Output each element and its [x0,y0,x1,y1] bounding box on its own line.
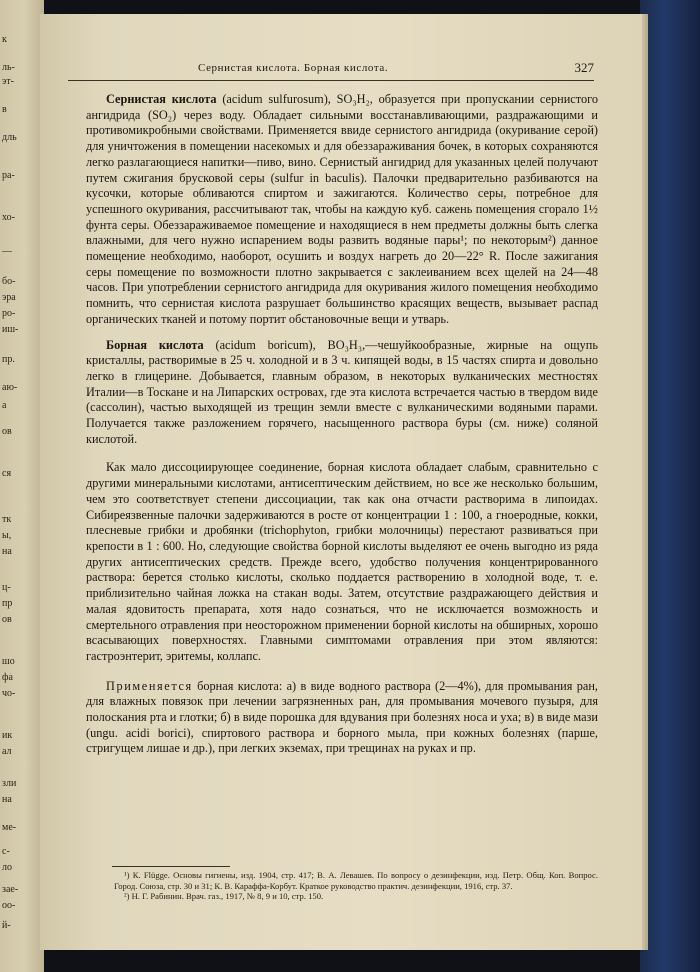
left-page-fragment: на [2,794,12,805]
page-body [86,92,598,757]
left-page-fragment: эт- [2,76,14,87]
left-page-fragment: ов [2,614,12,625]
paragraph-boric-acid [86,338,598,448]
left-page-fragment: эра [2,292,16,303]
footnote-2: ²) Н. Г. Рабинин. Врач. газ., 1917, № 8, 9 и 10, стр. 150. [124,891,324,902]
paragraph-text: борная кислота: а) в виде водного раствора (2—4%), для промывания ран, для влажных повязок при лечении загрязненных ран, для промывания мочевого пузыря, для полоскания рта и глотки; б) в виде порошка для вдувания при болезнях носа и уха; в) в виде мази (ungu. acidi borici), спиртового раствора и борного мыла, при кожных болезнях (парше, стригущем лишае и др.), при легких экземах, при трещинах на руках и пр. [86,678,598,756]
left-page-fragment: пр [2,598,13,609]
left-page-fragment: фа [2,672,13,683]
left-page-fragment: ро- [2,308,16,319]
term-boric-acid: Борная кислота [106,337,204,352]
left-page-fragment: хо- [2,212,15,223]
book-cover-edge [640,0,700,972]
left-page-fragment: ц- [2,582,11,593]
left-page-fragment: иш- [2,324,19,335]
left-page-fragment: ик [2,730,13,741]
paragraph-text: (acidum boricum), BO₃H₃,—чешуйкообразные, жирные на ощупь кристаллы, растворимые в 25 ч. холодной и в 3 ч. кипящей воды, в 15 частях спирта и довольно легко в глицерине. Добывается, главным образом, в некоторых вулканических местностях Италии—в Тоскане и на Липарских островах, где эта кислота встречается частью в твердом виде (сассолин), частью выходящей из трещин земли вместе с вулканическими водяными парами. Получается также разложением горячего, насыщенного раствора буры (см. ниже) соляной кислотой. [86,337,598,446]
left-page-margin [0,0,44,972]
book-page [40,14,642,950]
footnotes [114,870,598,902]
left-page-fragment: шо [2,656,15,667]
left-page-fragment: ов [2,426,12,437]
footnote-divider [112,866,230,867]
left-page-fragment: ло [2,862,12,873]
running-header [68,62,594,81]
paragraph-antiseptic-action: Как мало диссоциирующее соединение, борная кислота обладает слабым, сравнительно с другими минеральными кислотами, антисептическим действием, но все же несколько большим, чем это соответствует степени диссоциации, так как она отчасти растворима в липоидах. Сибиреязвенные палочки задерживаются в росте от концентрации 1 : 100, а гноеродные, кокки, плесневые грибки и дробянки (trichophyton, грибки молочницы) перестают развиваться при крепости в 1 : 600. Но, следующие свойства борной кислоты выделяют ее очень выгодно из ряда других антисептических средств. Прежде всего, удобство получения концентрированного раствора: берется столько кислоты, сколько поддается растворению в холодной воде, т. е. приблизительно чайная ложка на стакан воды. Затем, отсутствие раздражающего действия и малая ядовитость препарата, хотя надо сознаться, что не исключается возможность и смертельного отравления при неосторожном применении борной кислоты на обширных, хорошо всасывающих поверхностях. Главными симптомами отравления при этом являются: гастроэнтерит, эритемы, коллапс. [86,460,598,663]
left-page-fragment: ал [2,746,12,757]
left-page-fragment: ме- [2,822,17,833]
left-page-fragment: бо- [2,276,16,287]
footnote-1: ¹) К. Flügge. Основы гигиены, изд. 1904, стр. 417; В. А. Левашев. По вопросу о дезинфекции, изд. Петр. Общ. Коп. Вопрос. Город. Союза, стр. 30 и 31; К. В. Караффа-Корбут. Краткое руководство практич. дезинфекции, 1916, стр. 37. [114,870,598,891]
left-page-fragment: к [2,34,7,45]
paragraph-sulfurous-acid [86,92,598,328]
left-page-fragment: в [2,104,7,115]
left-page-fragment: тк [2,514,12,525]
left-page-fragment: й- [2,920,11,931]
left-page-fragment: ра- [2,170,15,181]
left-page-fragment: на [2,546,12,557]
left-page-fragment: ы, [2,530,12,541]
running-title: Сернистая кислота. Борная кислота. [198,62,389,74]
paragraph-application [86,679,598,758]
paragraph-text: (acidum sulfurosum), SO₃H₂, образуется при пропускании сернистого ангидрида (SO₂) через воду. Обладает сильными восстанавливающими, раздражающими и противомикробными свойствами. Применяется ввиде сернистого ангидрида (окуривание серой) для уничтожения в помещении насекомых и для обеззараживания бочек, в которых сохраняются легко разлагающиеся напитки—пиво, вино. Сернистый ангидрид для указанных целей получают путем сжигания брусковой серы (sulfur in baculis). Палочки предварительно разбиваются на кусочки, которые обливаются спиртом и зажигаются. Количество серы, потребное для успешного окуривания, рассчитывают так, чтобы на каждую куб. сажень помещения сгорало 1½ фунта серы. Обеззараживаемое помещение и находящиеся в нем предметы должны быть слегка влажными, для чего нужно испарением воды развить водяные пары¹; по некоторым²) данное помещение необходимо, наоборот, осушить и воздух нагреть до 20—22° R. После зажигания серы помещение по возможности плотно закрывается с заклеиванием всех щелей на 24—48 часов. При употреблении сернистого ангидрида для окуривания жилого помещения необходимо помнить, что сернистая кислота разрушает большинство красящих веществ, вызывает распад органических тканей и потому портит обстановочные вещи и утварь. [86,92,599,326]
left-page-fragment: а [2,400,7,411]
left-page-fragment: оо- [2,900,16,911]
left-page-fragment: с- [2,846,10,857]
left-page-fragment: — [2,246,12,257]
left-page-fragment: аю- [2,382,18,393]
page-number: 327 [574,60,594,75]
left-page-fragment: ся [2,468,12,479]
left-page-fragment: дль [2,132,17,143]
term-sulfurous-acid: Сернистая кислота [106,92,217,106]
left-page-fragment: пр. [2,354,15,365]
left-page-fragment: чо- [2,688,16,699]
left-page-fragment: зли [2,778,17,789]
left-page-fragment: зае- [2,884,19,895]
spaced-word: Применяется [106,678,193,693]
left-page-fragment: ль- [2,62,15,73]
